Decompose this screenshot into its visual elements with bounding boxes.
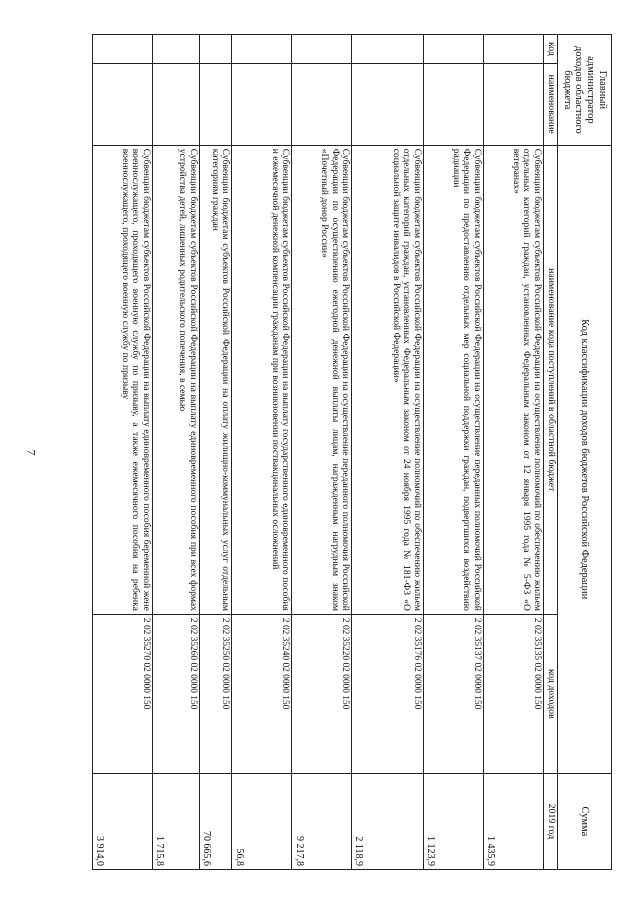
- revenue-classification-table: [92, 34, 612, 870]
- row-name-cell: [292, 63, 352, 145]
- row-description-cell: Субвенции бюджетам субъектов Российской Федерации на оплату жилищно-коммунальных услуг отдельным категориям граждан: [199, 145, 232, 614]
- row-amount-cell: 1 123,9: [424, 773, 484, 869]
- table-row: [484, 35, 544, 870]
- table-row: [352, 35, 424, 870]
- page-number: 7: [24, 449, 39, 456]
- row-name-cell: [424, 63, 484, 145]
- table-row: [232, 35, 292, 870]
- row-revenue-code-cell: 2 02 35250 02 0000 150: [199, 614, 232, 773]
- row-revenue-code-cell: 2 02 35240 02 0000 150: [232, 614, 292, 773]
- col-revenue-code-header: код доходов: [544, 614, 558, 773]
- row-description-cell: Субвенции бюджетам субъектов Российской Федерации на осуществление полномочий по обеспечению жильем отдельных категорий граждан, установленных Федеральным законом от 24 ноября 1995 года № 181-ФЗ «О социальной защите инвалидов в Российской Федерации»: [352, 145, 424, 614]
- row-name-cell: [352, 63, 424, 145]
- row-revenue-code-cell: 2 02 35176 02 0000 150: [352, 614, 424, 773]
- row-name-cell: [152, 63, 199, 145]
- row-code-cell: [292, 35, 352, 64]
- row-revenue-code-cell: 2 02 35270 02 0000 150: [93, 614, 153, 773]
- row-amount-cell: 2 118,9: [352, 773, 424, 869]
- col-name-header: наименование: [544, 63, 558, 145]
- row-code-cell: [232, 35, 292, 64]
- row-name-cell: [93, 63, 153, 145]
- row-revenue-code-cell: 2 02 35135 02 0000 150: [484, 614, 544, 773]
- row-amount-cell: 1 715,8: [152, 773, 199, 869]
- row-name-cell: [232, 63, 292, 145]
- row-amount-cell: 9 217,8: [292, 773, 352, 869]
- row-description-cell: Субвенции бюджетам субъектов Российской Федерации на осуществление переданного полномочия Российской Федерации по осуществлению ежегодной денежной выплаты лицам, награжденным нагрудным знаком «Почетный донор России»: [292, 145, 352, 614]
- row-description-cell: Субвенции бюджетам субъектов Российской Федерации на выплату единовременного пособия беременной жене военнослужащего, проходящего военную службу по призыву, а также ежемесячного пособия на ребенка военнослужащего, проходящего военную службу по призыву: [93, 145, 153, 614]
- table-row: [292, 35, 352, 870]
- row-description-cell: Субвенции бюджетам субъектов Российской Федерации на выплату единовременного пособия при всех формах устройства детей, лишенных родительского попечения, в семью: [152, 145, 199, 614]
- amount-group-header: Сумма: [558, 773, 612, 869]
- row-amount-cell: 1 435,9: [484, 773, 544, 869]
- row-code-cell: [424, 35, 484, 64]
- row-amount-cell: 56,8: [232, 773, 292, 869]
- col-year-header: 2019 год: [544, 773, 558, 869]
- row-code-cell: [199, 35, 232, 64]
- row-code-cell: [352, 35, 424, 64]
- col-revenue-name-header: наименование кода поступлений в областной бюджет: [544, 145, 558, 614]
- row-revenue-code-cell: 2 02 35220 02 0000 150: [292, 614, 352, 773]
- classification-group-header: Код классификации доходов бюджетов Российской Федерации: [558, 145, 612, 773]
- row-code-cell: [93, 35, 153, 64]
- table-row: [199, 35, 232, 870]
- row-amount-cell: 3 914,0: [93, 773, 153, 869]
- row-code-cell: [484, 35, 544, 64]
- row-description-cell: Субвенции бюджетам субъектов Российской Федерации на выплату государственного единовременного пособия и ежемесячной денежной компенсации гражданам при возникновении поствакцинальных осложнений: [232, 145, 292, 614]
- rotated-page: [92, 34, 612, 870]
- table-body: [93, 35, 544, 870]
- header-row-top: [558, 35, 612, 870]
- row-code-cell: [152, 35, 199, 64]
- row-revenue-code-cell: 2 02 35260 02 0000 150: [152, 614, 199, 773]
- col-code-header: код: [544, 35, 558, 64]
- header-row-sub: [544, 35, 558, 870]
- admin-group-header: Главный администратор доходов областного бюджета: [558, 35, 612, 146]
- row-description-cell: Субвенции бюджетам субъектов Российской Федерации на осуществление полномочий по обеспечению жильем отдельных категорий граждан, установленных Федеральным законом от 12 января 1995 года № 5-ФЗ «О ветеранах»: [484, 145, 544, 614]
- row-revenue-code-cell: 2 02 35137 02 0000 150: [424, 614, 484, 773]
- row-name-cell: [199, 63, 232, 145]
- row-name-cell: [484, 63, 544, 145]
- table-row: [93, 35, 153, 870]
- row-amount-cell: 70 665,6: [199, 773, 232, 869]
- table-row: [152, 35, 199, 870]
- row-description-cell: Субвенции бюджетам субъектов Российской Федерации на осуществление переданных полномочий Российской Федерации по предоставлению отдельных мер социальной поддержки граждан, подвергшихся воздействию радиации: [424, 145, 484, 614]
- table-row: [424, 35, 484, 870]
